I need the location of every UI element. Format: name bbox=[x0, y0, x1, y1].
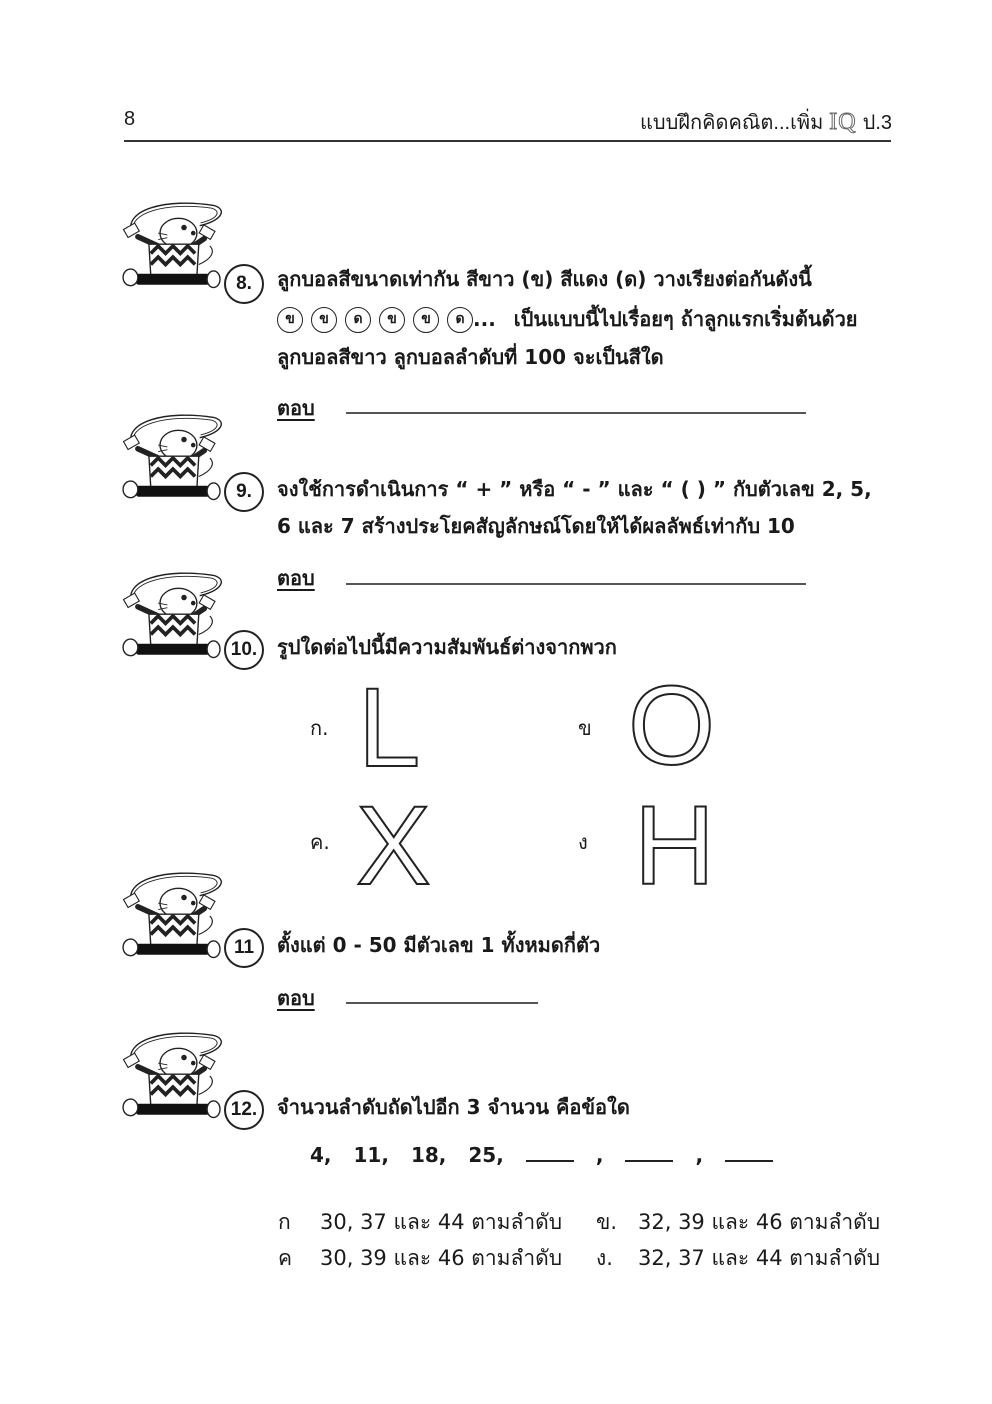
sequence-item: 4, bbox=[310, 1143, 332, 1167]
question-10-text: รูปใดต่อไปนี้มีความสัมพันธ์ต่างจากพวก bbox=[277, 635, 617, 659]
option-label-b: ข bbox=[578, 716, 592, 740]
choice-text-c: 30, 39 และ 46 ตามลำดับ bbox=[320, 1246, 563, 1270]
sequence-blank-2[interactable] bbox=[625, 1146, 673, 1162]
option-label-c: ค. bbox=[310, 830, 330, 854]
question-12-text: จำนวนลำดับถัดไปอีก 3 จำนวน คือข้อใด bbox=[277, 1095, 630, 1119]
grade-label: ป.3 bbox=[862, 112, 892, 134]
book-title-text: แบบฝึกคิดคณิต...เพิ่ม bbox=[640, 112, 824, 134]
iq-logo: IQ bbox=[829, 109, 857, 135]
mascot-illustration bbox=[112, 566, 232, 666]
shape-l: L bbox=[358, 665, 421, 790]
sequence-item: 18, bbox=[410, 1143, 447, 1167]
ball-white: ข bbox=[379, 307, 405, 333]
choice-label-b: ข. bbox=[596, 1210, 618, 1234]
ball-white: ข bbox=[277, 307, 303, 333]
answer-line-11[interactable] bbox=[346, 1002, 538, 1004]
sequence-blank-3[interactable] bbox=[725, 1146, 773, 1162]
question-number-10: 10. bbox=[224, 630, 264, 670]
option-label-a: ก. bbox=[310, 716, 329, 740]
mascot-illustration bbox=[112, 408, 232, 508]
question-8-line-1: ลูกบอลสีขนาดเท่ากัน สีขาว (ข) สีแดง (ด) วางเรียงต่อกันดังนี้ bbox=[277, 267, 812, 291]
question-8-line-2 bbox=[277, 302, 858, 337]
mascot-illustration bbox=[112, 196, 232, 296]
header-divider bbox=[124, 140, 891, 142]
number-sequence: 4, 11, 18, 25, , , bbox=[310, 1143, 773, 1167]
choice-label-d: ง. bbox=[596, 1246, 613, 1270]
answer-line-9[interactable] bbox=[346, 583, 806, 585]
question-number-8: 8. bbox=[224, 264, 264, 304]
choice-text-a: 30, 37 และ 44 ตามลำดับ bbox=[320, 1210, 563, 1234]
question-9-line-1: จงใช้การดำเนินการ “ + ” หรือ “ - ” และ “ ( ) ” กับตัวเลข 2, 5, bbox=[277, 477, 872, 501]
shape-x: X bbox=[356, 783, 431, 908]
answer-label-9: ตอบ bbox=[277, 566, 315, 590]
option-label-d: ง bbox=[578, 830, 588, 854]
shape-o: O bbox=[628, 663, 716, 788]
ball-white: ข bbox=[311, 307, 337, 333]
question-number-11: 11 bbox=[224, 928, 264, 968]
question-9-line-2: 6 และ 7 สร้างประโยคสัญลักษณ์โดยให้ได้ผลลัพธ์เท่ากับ 10 bbox=[277, 514, 795, 538]
answer-line-8[interactable] bbox=[346, 412, 806, 414]
sequence-item: 25, bbox=[468, 1143, 504, 1167]
sequence-blank-1[interactable] bbox=[526, 1146, 574, 1162]
ball-white: ข bbox=[413, 307, 439, 333]
ball-red: ด bbox=[447, 307, 473, 333]
sequence-item: 11, bbox=[353, 1143, 389, 1167]
question-number-9: 9. bbox=[224, 472, 264, 512]
question-number-12: 12. bbox=[224, 1090, 264, 1130]
choice-text-b: 32, 39 และ 46 ตามลำดับ bbox=[638, 1210, 881, 1234]
question-8-line-3: ลูกบอลสีขาว ลูกบอลลำดับที่ 100 จะเป็นสีใด bbox=[277, 345, 664, 369]
choice-label-c: ค bbox=[278, 1246, 293, 1270]
page-number: 8 bbox=[124, 108, 136, 130]
question-8-line-2-text: เป็นแบบนี้ไปเรื่อยๆ ถ้าลูกแรกเริ่มต้นด้วย bbox=[513, 307, 858, 331]
question-11-text: ตั้งแต่ 0 - 50 มีตัวเลข 1 ทั้งหมดกี่ตัว bbox=[277, 933, 601, 957]
shape-h: H bbox=[634, 783, 715, 908]
choice-label-a: ก bbox=[278, 1210, 291, 1234]
ball-ellipsis: ... bbox=[473, 307, 496, 331]
ball-red: ด bbox=[345, 307, 371, 333]
choice-text-d: 32, 37 และ 44 ตามลำดับ bbox=[638, 1246, 881, 1270]
mascot-illustration bbox=[112, 866, 232, 966]
mascot-illustration bbox=[112, 1026, 232, 1126]
answer-label-8: ตอบ bbox=[277, 396, 315, 420]
book-title bbox=[640, 106, 892, 138]
answer-label-11: ตอบ bbox=[277, 986, 315, 1010]
